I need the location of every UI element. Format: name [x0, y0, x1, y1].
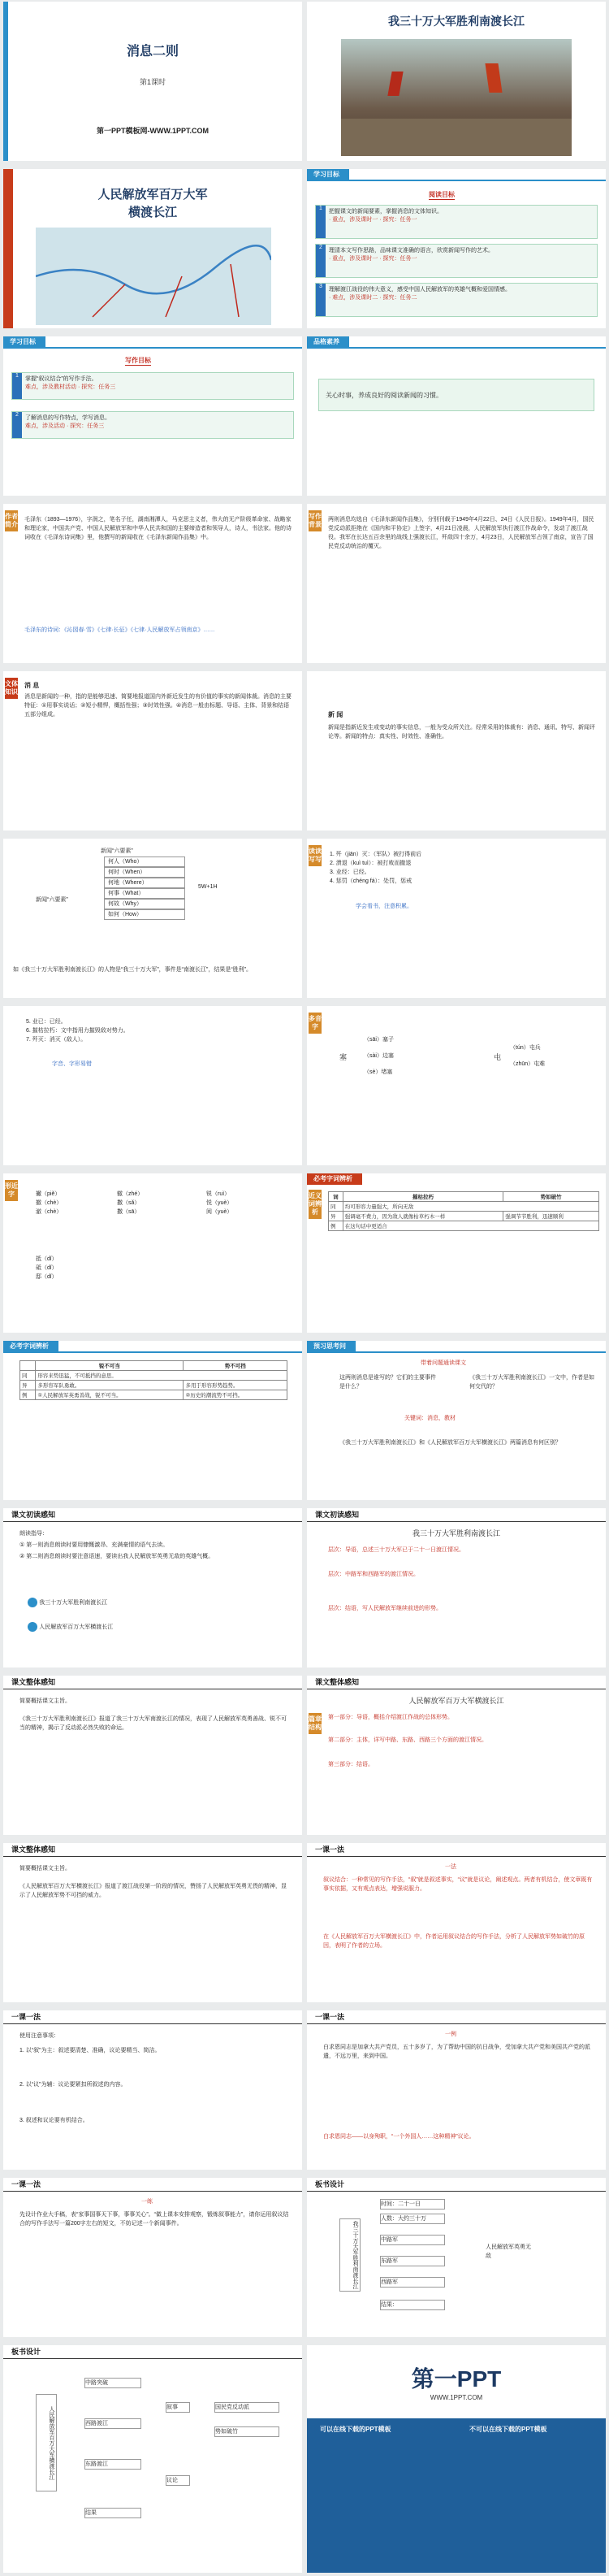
slide-similar-chars: [3, 1173, 302, 1333]
section-tab: 必考字词辨析: [307, 1173, 362, 1185]
section-tab: 课文初读感知: [315, 1511, 360, 1519]
board-box: 东路军: [380, 2256, 445, 2266]
board-box: 中路突破: [84, 2378, 141, 2388]
slide-study-goals: [307, 169, 606, 328]
section-tab: 品格素养: [307, 336, 349, 348]
char-group: [117, 1190, 143, 1216]
section-tab: 板书设计: [11, 2348, 41, 2356]
vocab-item: 4. 惩罚（chéng fá）：处罚，惩戒: [330, 878, 412, 884]
slide-vocab-1: [307, 839, 606, 998]
section-tab: 一课一法: [11, 2013, 41, 2021]
table-cell: 形容来势迅猛，不可抵挡的意思。: [36, 1371, 287, 1381]
section-tag: 多音字: [309, 1013, 322, 1034]
audio-item[interactable]: [28, 1622, 113, 1632]
goal-item: 1 掌握“叙议结合”的写作手法。 难点，涉及教材活动 · 探究：任务三: [11, 372, 294, 400]
example-banner: 一例: [445, 2032, 456, 2037]
table-cell: ②历史的潮流势不可挡。: [184, 1390, 287, 1400]
notes-heading: 使用注意事项：: [19, 2033, 59, 2039]
slide-first-reading: [3, 1508, 302, 1667]
reading-point: ② 第二则消息朗读时要注意语速，要读出我人民解放军英勇无敌的英雄气概。: [19, 1554, 214, 1559]
table-header: 摧枯拉朽: [343, 1192, 503, 1202]
article-title: 人民解放军百万大军横渡长江: [408, 1697, 504, 1705]
vocab-list: [26, 1017, 294, 1044]
theme-paragraph: 《我三十万大军胜利南渡长江》报道了我三十万大军南渡长江的情况，表现了人民解放军英勇善战、锐不可当的精神，揭示了反动派必然失败的命运。: [19, 1716, 287, 1731]
author-works: 毛泽东的诗词：《沁园春·雪》《七律·长征》《七律·人民解放军占领南京》……: [24, 627, 215, 633]
vocab-item: 6. 摧枯拉朽：文中指用力摧毁敌对势力。: [26, 1028, 129, 1034]
char-item: 撇（piě）: [36, 1191, 61, 1197]
rule-label: 5W+1H: [198, 884, 218, 890]
element-item: 何时（When）: [104, 867, 185, 878]
char-item: 锐（ruì）: [206, 1191, 231, 1197]
background-paragraph: 两则消息均选自《毛泽东新闻作品集》，分别刊载于1949年4月22日、24日《人民日报》。1949年4月，国民党反动派拒绝在《国内和平协定》上签字，4月21日凌晨，人民解放军执行渡江作战命令，发动了渡江战役。我军在长达五百余里的战线上强渡长江，歼敌四十余万，4月23日，人民解放军占领了南京，宣告了国民党反动统治的覆灭。: [328, 517, 594, 549]
reading-point: ① 第一则消息朗读时要用慷慨激昂、充满豪情的语气去读。: [19, 1542, 169, 1548]
brand-text: 第一PPT模板网-WWW.1PPT.COM: [97, 127, 209, 135]
section-tab: 板书设计: [315, 2180, 345, 2188]
table-header: 势如破竹: [503, 1192, 599, 1202]
board-box: 时间：二十一日: [380, 2199, 445, 2210]
audio-icon[interactable]: [28, 1598, 37, 1607]
table-cell: 例: [20, 1390, 36, 1400]
theme-heading: 简要概括课文主旨。: [19, 1866, 71, 1871]
audio-label: 我三十万大军胜利南渡长江: [39, 1600, 108, 1607]
goal-text: 理解渡江战役的伟大意义，感受中国人民解放军的英雄气概和爱国情感。: [329, 287, 511, 293]
slide-genre-left: [3, 671, 302, 830]
method-paragraph-2: 在《人民解放军百万大军横渡长江》中，作者运用叙议结合的写作手法，分析了人民解放军势如破竹的原因，表明了作者的立场。: [323, 1934, 585, 1949]
vocab-item: 5. 业已：已经。: [26, 1019, 67, 1025]
lead-banner: 带着问题通读课文: [421, 1360, 466, 1366]
brand-url[interactable]: WWW.1PPT.COM: [430, 2394, 483, 2401]
goal-text: 掌握“叙议结合”的写作手法。: [25, 376, 97, 382]
slide-practice: [3, 2178, 302, 2337]
element-item: 何事（What）: [104, 888, 185, 899]
slide-preview-questions: [307, 1341, 606, 1500]
section-tab: 一课一法: [11, 2180, 41, 2188]
notes-item: 2. 以“议”为辅：议论要紧扣所叙述的内容。: [19, 2082, 127, 2088]
example-paragraph: 白求恩同志是加拿大共产党员，五十多岁了，为了帮助中国的抗日战争，受加拿大共产党和美国共产党的派遣，不远万里，来到中国。: [323, 2045, 590, 2059]
slide-six-elements: [3, 839, 302, 998]
table-cell: 多用于形容形势趋势。: [184, 1381, 287, 1390]
layer-item: 层次：中路军和西路军的渡江情况。: [328, 1572, 419, 1577]
goal-note: 难点，涉及教材活动 · 探究：任务三: [25, 384, 116, 390]
section-tag: 写作背景: [309, 510, 322, 531]
section-tab: 学习目标: [3, 336, 45, 348]
board-box: 结果：: [380, 2300, 445, 2310]
method-paragraph: 叙议结合：一种常见的写作手法，“叙”就是叙述事实，“议”就是议论，阐述观点。两者有机结合，使文章既有事实依据，又有观点表达，增强说服力。: [323, 1877, 593, 1892]
goal-item: 3 理解渡江战役的伟大意义，感受中国人民解放军的英雄气概和爱国情感。 · 难点，涉及课时二 · 探究：任务二: [315, 283, 598, 317]
reading-item: （tún）屯兵: [510, 1045, 541, 1051]
board-summary: 人民解放军英勇无敌: [486, 2244, 531, 2259]
reading-item: （sài）边塞: [364, 1053, 394, 1059]
board-box: 西路渡江: [84, 2418, 141, 2429]
reading-item: （sāi）塞子: [364, 1037, 394, 1043]
article-title: 我三十万大军胜利南渡长江: [412, 1529, 500, 1537]
six-elements-label: 新闻“六要素”: [36, 897, 68, 903]
element-item: 何地（Where）: [104, 878, 185, 888]
vocab-list: [330, 850, 598, 886]
news-heading: 新 闻: [328, 711, 343, 718]
char-item: 阅（yuè）: [206, 1209, 233, 1215]
genre-heading: 消 息: [24, 682, 40, 689]
table-cell: ①人民解放军英勇善战，锐不可当。: [36, 1390, 184, 1400]
table-header: 锐不可当: [36, 1361, 184, 1371]
goal-text: 理清本文写作思路，品味课文准确的语言，欣赏新闻写作的艺术。: [329, 248, 494, 254]
section-tag: 近义词辨析: [309, 1190, 322, 1219]
battle-illustration: [341, 39, 572, 156]
board-side: 议论: [166, 2475, 190, 2486]
element-item: 何故（Why）: [104, 899, 185, 909]
layer-item: 第一部分：导语，概括介绍渡江作战的总体形势。: [328, 1715, 453, 1720]
section-tag: 作者简介: [5, 510, 18, 531]
board-side: 叙事: [166, 2402, 190, 2413]
river-map-svg: [36, 228, 271, 325]
board-box: 西路军: [380, 2277, 445, 2288]
goal-note: · 重点，涉及课时一 · 探究：任务一: [329, 256, 417, 262]
slide-structure-1: [307, 1508, 606, 1667]
reading-intro: 朗读指导：: [19, 1531, 48, 1537]
synonym-table: 词 摧枯拉朽 势如破竹 同 均可形容力量强大，所向无敌 异 强调毫不费力，因为敌人就像枯草朽木一样 强调节节胜利，迅速顺利 例 在这句话中更适合: [328, 1191, 599, 1231]
slide-genre-right: [307, 671, 606, 830]
char-item: 悦（yuè）: [206, 1200, 233, 1206]
board-box: 东路渡江: [84, 2459, 141, 2470]
download-heading: 可以在线下载的PPT模板: [320, 2426, 391, 2433]
section-tab: 学习目标: [307, 169, 349, 180]
example-comment: 白求恩同志——以身殉职，“一个外国人……这种精神”议论。: [323, 2134, 475, 2140]
section-tag: 文体知识: [5, 678, 18, 699]
section-tag: 形近字: [5, 1180, 18, 1201]
section-tab: 课文整体感知: [315, 1678, 360, 1686]
question-3: 《我三十万大军胜利南渡长江》和《人民解放军百万大军横渡长江》两篇消息有何区别？: [339, 1440, 561, 1446]
slide-brand-footer: [307, 2345, 606, 2573]
subtitle: 第1课时: [139, 78, 166, 86]
reading-item: （sè）堵塞: [364, 1069, 393, 1075]
table-cell: 强调节节胜利，迅速顺利: [503, 1212, 599, 1221]
section-tab: 一课一法: [315, 1845, 345, 1854]
section-tag: 篇章结构: [309, 1713, 322, 1734]
author-paragraph: 毛泽东（1893—1976），字润之，笔名子任，湖南湘潭人，马克思主义者，伟大的无产阶级革命家、战略家和理论家，中国共产党、中国人民解放军和中华人民共和国的主要缔造者和领导人，诗人，书法家。他的诗词收在《毛泽东诗词集》里，他撰写的新闻收在《毛泽东新闻作品集》中。: [24, 517, 292, 540]
root-char: 塞: [339, 1053, 348, 1061]
slide-character: [307, 336, 606, 496]
section-tab: 预习思考问: [307, 1341, 356, 1352]
question-2: 《我三十万大军胜利南渡长江》一文中，作者是如何交代的？: [469, 1375, 594, 1390]
section-tab: 一课一法: [315, 2013, 345, 2021]
vocab-item: 3. 业经：已经。: [330, 870, 370, 875]
table-header: 词: [329, 1192, 343, 1202]
board-box: 中路军: [380, 2235, 445, 2245]
layer-item: 第二部分：主体，详写中路、东路、西路三个方面的渡江情况。: [328, 1737, 487, 1743]
slide-author: [3, 504, 302, 663]
goal-item: 1 把握课文的新闻要素，掌握消息的文体知识。 · 重点，涉及课时一 · 探究：任务一: [315, 205, 598, 239]
char-group: [36, 1255, 57, 1281]
slide-method: [307, 1843, 606, 2002]
slide-theme-1: [3, 1676, 302, 1835]
six-elements-list: [104, 856, 185, 920]
layer-item: 第三部分：结语。: [328, 1762, 374, 1767]
section-tag: 读读写写: [309, 845, 322, 866]
goal-item: 2 理清本文写作思路，品味课文准确的语言，欣赏新闻写作的艺术。 · 重点，涉及课时一 · 探究：任务一: [315, 244, 598, 278]
theme-paragraph: 《人民解放军百万大军横渡长江》报道了渡江战役第一阶段的情况，赞扬了人民解放军英勇无畏的精神，显示了人民解放军势不可挡的威力。: [19, 1884, 287, 1898]
slide-synonyms: [307, 1173, 606, 1333]
element-item: 何人（Who）: [104, 856, 185, 867]
char-item: 砥（dǐ）: [36, 1265, 58, 1271]
goal-item: 2 了解消息的写作特点，学写消息。 难点，涉及活动 · 探究：任务三: [11, 411, 294, 439]
board-center: 我三十万大军胜利南渡长江: [339, 2218, 361, 2292]
section-tab: 必考字词辨析: [3, 1341, 58, 1352]
download-panel: [307, 2418, 606, 2573]
layer-item: 层次：结语，写人民解放军继续前进的形势。: [328, 1606, 442, 1611]
vocab-item: 1. 歼（jiān）灭：（军队）被打得前后: [330, 852, 422, 857]
method-banner: 一法: [445, 1864, 456, 1870]
board-box: 人数：大约三十万: [380, 2214, 445, 2224]
audio-label: 人民解放军百万大军横渡长江: [39, 1624, 114, 1631]
goal-note: · 难点，涉及课时二 · 探究：任务二: [329, 295, 417, 301]
char-item: 撒（sǎ）: [117, 1200, 140, 1206]
goal-text: 了解消息的写作特点，学写消息。: [25, 415, 110, 421]
page-title: 消息二则: [126, 45, 179, 59]
table-cell: 同: [20, 1371, 36, 1381]
char-group: [36, 1190, 62, 1216]
root-char-2: 屯: [494, 1053, 502, 1061]
audio-icon[interactable]: [28, 1622, 37, 1632]
element-item: 如何（How）: [104, 909, 185, 920]
board-box: 势如破竹: [214, 2426, 279, 2437]
table-cell: 异: [20, 1381, 36, 1390]
writing-goal-banner: 写作目标: [125, 357, 151, 364]
slide-polyphone: [307, 1006, 606, 1165]
slide-vocab-2: [3, 1006, 302, 1165]
practice-paragraph: 先设计作业大手稿，表“家事国事天下事，事事关心”。“做上课本安排观察，锻炼叙事能力”，请你运用叙议结合的写作手法写一篇200字左右的短文，不妨记述一个新闻事件。: [19, 2212, 289, 2227]
audio-item[interactable]: [28, 1598, 107, 1607]
goal-note: 难点，涉及活动 · 探究：任务三: [25, 423, 105, 429]
quality-text: 关心时事，养成良好的阅读新闻的习惯。: [318, 379, 594, 411]
section-tab: 课文初读感知: [11, 1511, 56, 1519]
goal-note: · 重点，涉及课时一 · 探究：任务一: [329, 217, 417, 223]
brand-logo: 第一PPT: [411, 2366, 502, 2392]
char-item: 澈（chè）: [36, 1209, 63, 1215]
table-cell: 在这句话中更适合: [343, 1221, 598, 1231]
table-cell: 多形容军队勇敢。: [36, 1381, 184, 1390]
char-item: 抵（dǐ）: [36, 1256, 58, 1262]
notes-item: 3. 叙述和议论要有机结合。: [19, 2118, 89, 2123]
slide-theme-2: [3, 1843, 302, 2002]
char-item: 辙（zhé）: [117, 1191, 144, 1197]
char-group: [206, 1190, 232, 1216]
elements-caption: 如《我三十万大军胜利南渡长江》的人物是“我三十万大军”，事件是“南渡长江”，结果是“胜利”。: [13, 967, 252, 973]
char-item: 撤（chè）: [36, 1200, 63, 1206]
slide-board-1: [307, 2178, 606, 2337]
table-title: 新闻“六要素”: [101, 848, 133, 854]
table-cell: 均可形容力量强大，所向无敌: [343, 1202, 598, 1212]
download-heading: 不可以在线下载的PPT模板: [469, 2426, 547, 2433]
vocab-note: 字音、字形易错: [52, 1061, 92, 1067]
goal-text: 把握课文的新闻要素，掌握消息的文体知识。: [329, 209, 443, 215]
slide-cover: [3, 2, 302, 161]
char-item: 撒（sā）: [117, 1209, 140, 1215]
theme-heading: 简要概括课文主旨。: [19, 1698, 71, 1704]
section-tab: 课文整体感知: [11, 1845, 56, 1854]
slide-structure-2: [307, 1676, 606, 1835]
slide-heading: 我三十万大军胜利南渡长江: [388, 15, 525, 28]
slide-title-2: [3, 169, 302, 328]
slide-method-example: [307, 2010, 606, 2170]
slide-word-compare: [3, 1341, 302, 1500]
slide-title-1: [307, 2, 606, 161]
reading-item: （zhūn）屯难: [510, 1061, 546, 1067]
genre-paragraph: 消息是新闻的一种，指的是能够迅速、简要地报道国内外新近发生的有价值的事实的新闻体裁。消息的主要特征：①用事实说话；②短小精悍，概括性强；③时效性强。④消息一般由标题、导语、主体、背景和结语五部分组成。: [24, 694, 292, 718]
board-box: 结果: [84, 2508, 141, 2518]
vocab-item: 7. 歼灭：消灭（敌人）。: [26, 1037, 87, 1043]
news-paragraph: 新闻是指新近发生或变动的事实信息，一般为受众所关注。经常采用的体裁有：消息、通讯、特写、新闻评论等。新闻的特点：真实性、时效性、准确性。: [328, 725, 595, 739]
board-center: 人民解放军百万大军横渡长江: [36, 2394, 57, 2491]
slide-background: [307, 504, 606, 663]
section-tab: 课文整体感知: [11, 1678, 56, 1686]
practice-banner: 一练: [141, 2199, 153, 2205]
notes-item: 1. 以“叙”为主：叙述要清楚、准确，议论要精当、简洁。: [19, 2048, 161, 2053]
slide-board-2: [3, 2345, 302, 2573]
slide-method-notes: [3, 2010, 302, 2170]
question-1: 这两则消息是谁写的？它们的主要事件是什么？: [339, 1375, 436, 1390]
table-cell: 强调毫不费力，因为敌人就像枯草朽木一样: [343, 1212, 503, 1221]
compare-table: [19, 1360, 287, 1400]
board-box: 国民党反动派: [214, 2402, 279, 2413]
title-line-1: 人民解放军百万大军: [97, 188, 208, 202]
table-header: [20, 1361, 36, 1371]
yangtze-map: [36, 228, 271, 325]
reading-goal-banner: 阅读目标: [429, 191, 455, 198]
key-hint: 关键词：消息，教材: [404, 1416, 456, 1421]
vocab-note: 学会看书，注意积累。: [356, 904, 412, 909]
vocab-item: 2. 溃退（kuì tuì）：被打败而撤退: [330, 861, 412, 866]
layer-item: 层次：导语，总述三十万大军已于二十一日渡江情况。: [328, 1547, 464, 1553]
slide-writing-goals: [3, 336, 302, 496]
table-header: 势不可挡: [184, 1361, 287, 1371]
title-line-2: 横渡长江: [127, 206, 177, 219]
char-item: 邸（dǐ）: [36, 1274, 58, 1280]
